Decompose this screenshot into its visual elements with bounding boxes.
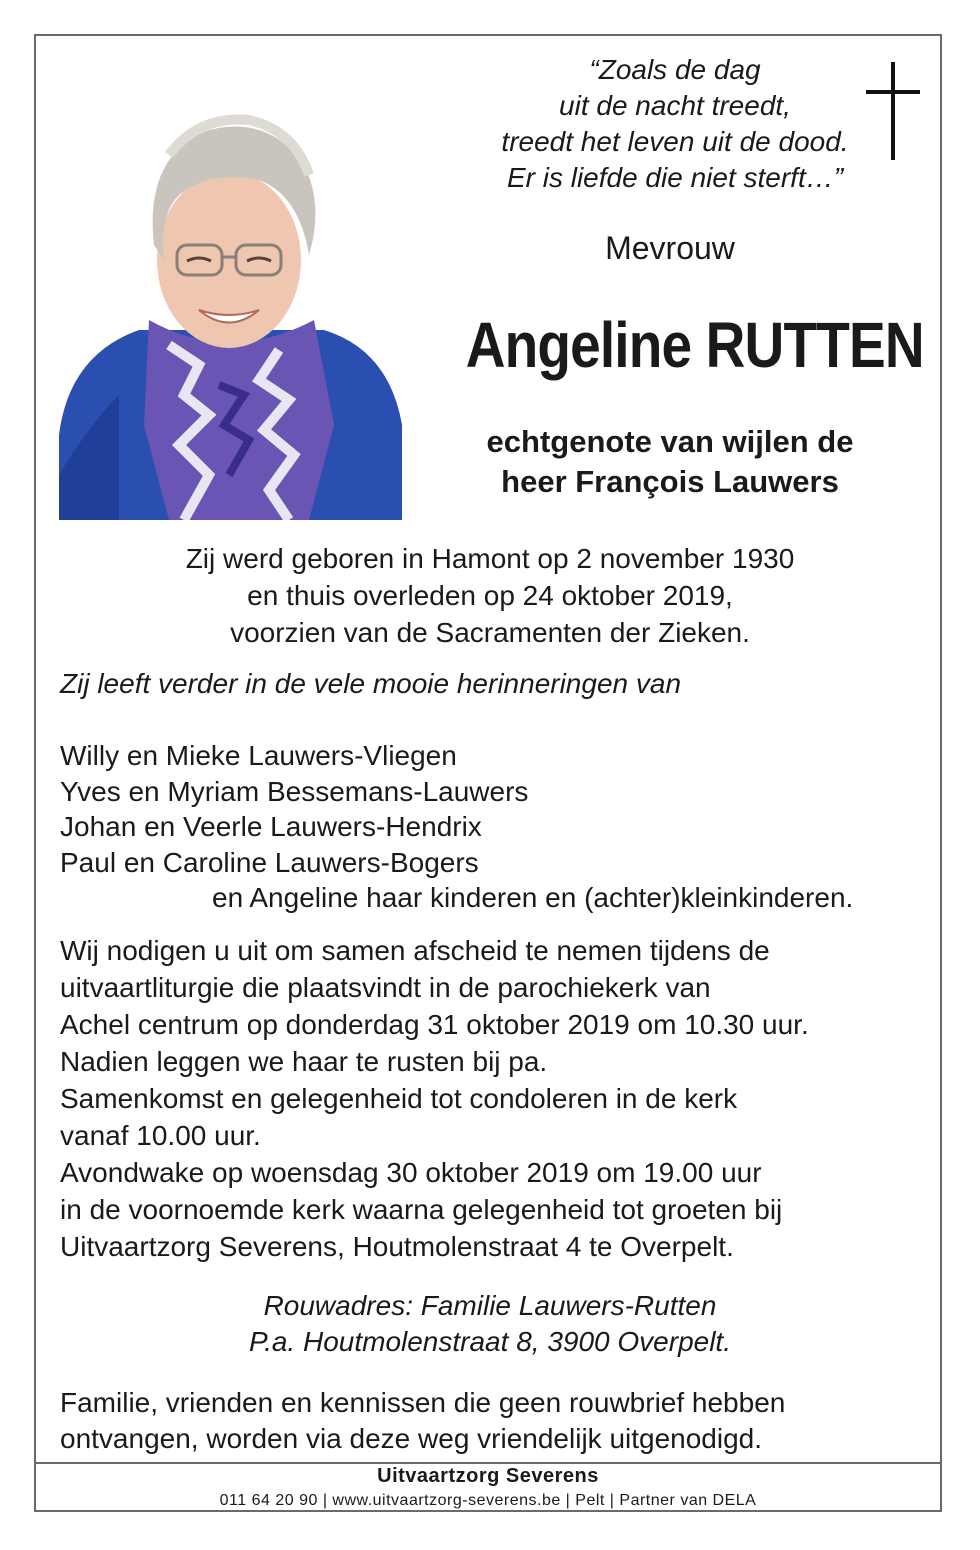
closing-note — [60, 1385, 920, 1457]
invite-line: Wij nodigen u uit om samen afscheid te nemen tijdens de — [60, 935, 770, 966]
honorific: Mevrouw — [605, 230, 735, 266]
family-member: Willy en Mieke Lauwers-Vliegen — [60, 740, 457, 771]
quote-block — [415, 52, 935, 196]
quote-line: treedt het leven uit de dood. — [501, 126, 849, 157]
born-line: Zij werd geboren in Hamont op 2 november 1930 — [185, 543, 795, 574]
footer-company-name: Uitvaartzorg Severens — [377, 1465, 599, 1487]
invite-line: in de voornoemde kerk waarna gelegenheid tot groeten bij — [60, 1194, 783, 1225]
quote-line: uit de nacht treedt, — [559, 90, 791, 121]
mourning-address — [40, 1288, 940, 1360]
quote-line: Er is liefde die niet sterft…” — [506, 162, 844, 193]
born-line: voorzien van de Sacramenten der Zieken. — [230, 617, 750, 648]
invite-line: Achel centrum op donderdag 31 oktober 2019 om 10.30 uur. — [60, 1009, 809, 1040]
footer-divider — [34, 1462, 942, 1464]
spouse-info — [440, 422, 900, 502]
invite-line: Avondwake op woensdag 30 oktober 2019 om 19.00 uur — [60, 1157, 762, 1188]
invite-line: Nadien leggen we haar te rusten bij pa. — [60, 1046, 548, 1077]
family-member: Johan en Veerle Lauwers-Hendrix — [60, 811, 482, 842]
invite-line: Samenkomst en gelegenheid tot condoleren in de kerk — [60, 1083, 738, 1114]
deceased-name: Angeline RUTTEN — [465, 309, 924, 381]
family-member: Paul en Caroline Lauwers-Bogers — [60, 846, 479, 878]
closing-line: ontvangen, worden via deze weg vriendelijk uitgenodigd. — [60, 1423, 763, 1454]
memories-intro: Zij leeft verder in de vele mooie herinneringen van — [60, 668, 682, 699]
closing-line: Familie, vrienden en kennissen die geen rouwbrief hebben — [60, 1387, 786, 1418]
footer-contact-info: 011 64 20 90 | www.uitvaartzorg-severens.be | Pelt | Partner van DELA — [219, 1492, 757, 1509]
address-line: P.a. Houtmolenstraat 8, 3900 Overpelt. — [249, 1326, 731, 1357]
birth-death-info — [40, 540, 940, 651]
funeral-invitation — [60, 932, 930, 1265]
invite-line: vanaf 10.00 uur. — [60, 1120, 261, 1151]
family-closing: en Angeline haar kinderen en (achter)kleinkinderen. — [212, 882, 854, 913]
quote-line: “Zoals de dag — [589, 54, 761, 85]
address-line: Rouwadres: Familie Lauwers-Rutten — [263, 1290, 717, 1321]
portrait-photo — [59, 95, 402, 520]
spouse-line: echtgenote van wijlen de — [486, 424, 854, 459]
family-member: Yves en Myriam Bessemans-Lauwers — [60, 775, 529, 807]
latin-cross-icon — [862, 62, 924, 160]
invite-line: uitvaartliturgie die plaatsvindt in de parochiekerk van — [60, 972, 711, 1003]
family-list — [60, 738, 853, 916]
invite-line: Uitvaartzorg Severens, Houtmolenstraat 4 te Overpelt. — [60, 1231, 734, 1262]
born-line: en thuis overleden op 24 oktober 2019, — [247, 580, 733, 611]
spouse-line: heer François Lauwers — [501, 464, 839, 499]
